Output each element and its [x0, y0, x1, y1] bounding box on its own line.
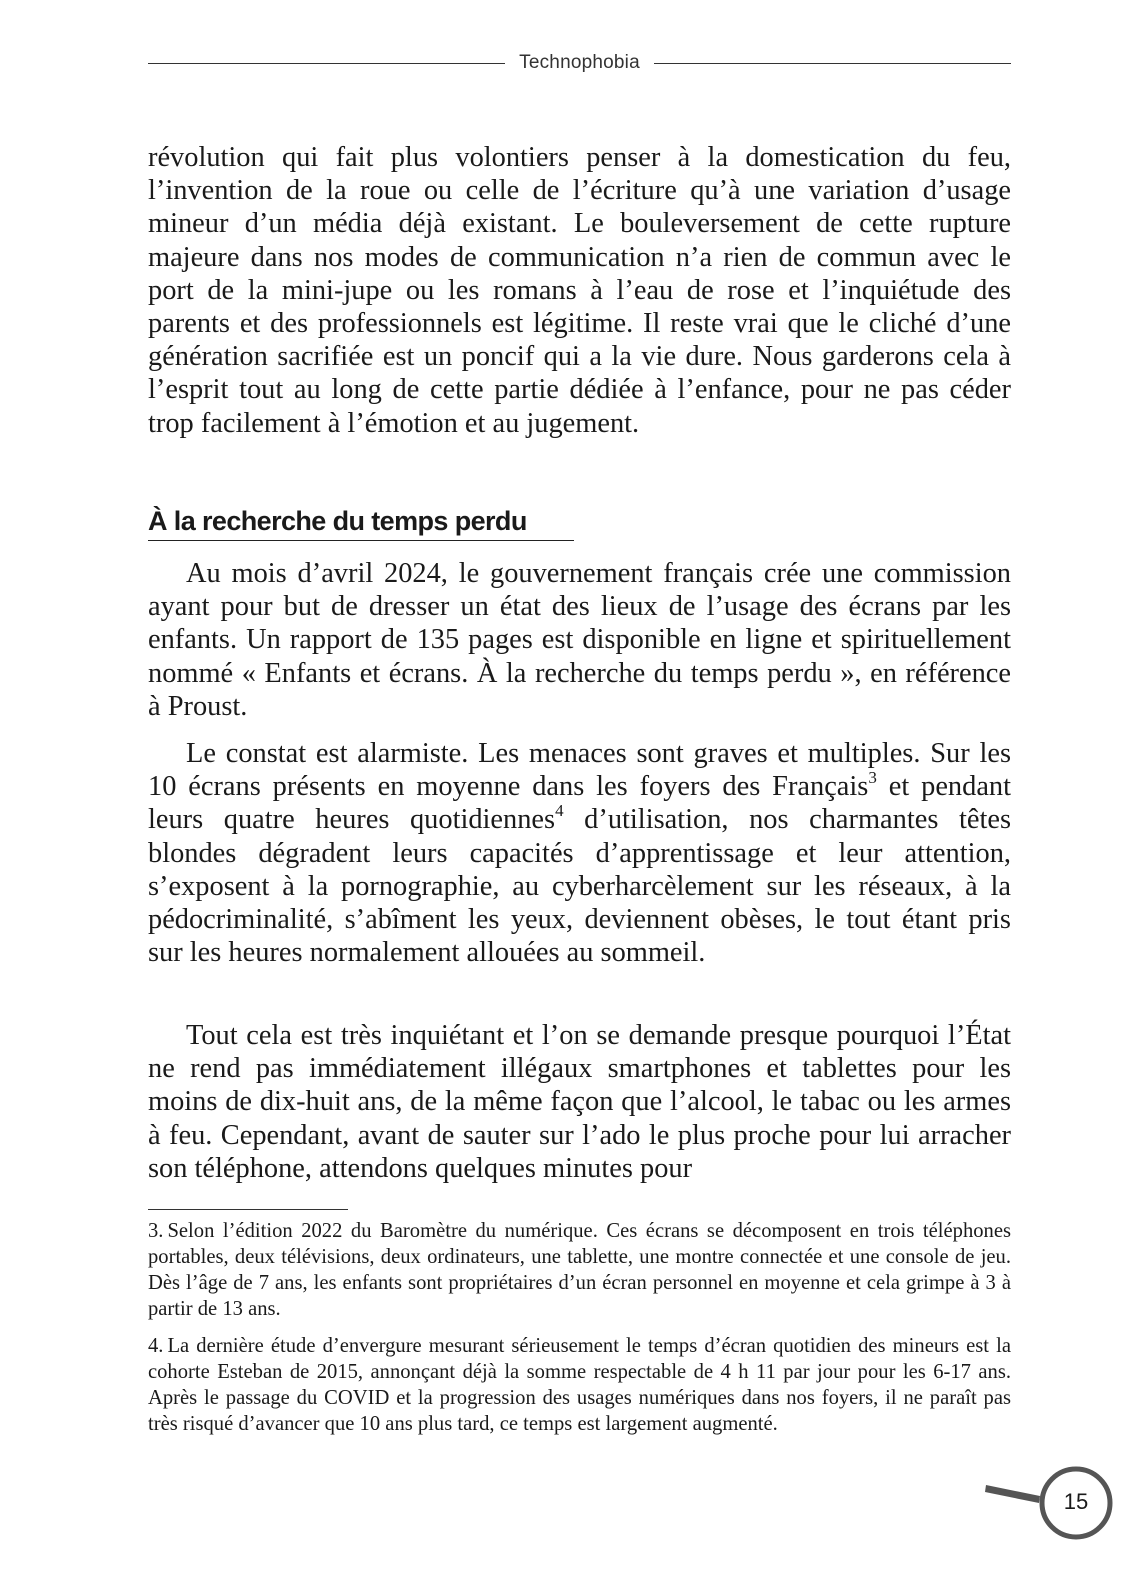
- page-number-badge: [978, 1462, 1118, 1558]
- paragraph-text-segment: Le constat est alarmiste. Les menaces sont graves et multiples. Sur les 10 écrans présents en moyenne dans les foyers des Français: [148, 738, 1011, 803]
- footnote-3: [148, 1218, 1011, 1322]
- paragraph-text-segment: et pendant leurs quatre heures quotidiennes: [148, 771, 1011, 836]
- footnote-text: Selon l’édition 2022 du Baromètre du numérique. Ces écrans se décomposent en trois téléphones portables, deux télévisions, deux ordinateurs, une tablette, une montre connectée et une console de jeu. Dès l’âge de 7 ans, les enfants sont propriétaires d’un écran personnel en moyenne et cela grimpe à 3 à partir de 13 ans.: [148, 1220, 1011, 1320]
- intro-paragraph: [148, 141, 1011, 440]
- paragraph-text-segment: d’utilisation, nos charmantes têtes blondes dégradent leurs capacités d’apprentissage et leur attention, s’exposent à la pornographie, au cyberharcèlement sur les réseaux, à la pédocriminalité, s’abîment les yeux, deviennent obèses, le tout étant pris sur les heures normalement allouées au sommeil.: [148, 804, 1011, 969]
- footnote-separator: [148, 1209, 348, 1210]
- page-number: 15: [1063, 1489, 1089, 1514]
- section-paragraph-2: [148, 737, 1011, 969]
- paragraph-text: Au mois d’avril 2024, le gouvernement français crée une commission ayant pour but de dresser un état des lieux de l’usage des écrans par les enfants. Un rapport de 135 pages est disponible en ligne et spirituellement nommé « Enfants et écrans. À la recherche du temps perdu », en référence à Proust.: [148, 558, 1011, 722]
- running-title: Technophobia: [519, 52, 640, 73]
- header-rule-right: [654, 63, 1011, 64]
- footnote-number: 3.: [148, 1220, 164, 1242]
- paragraph-text: [148, 737, 1011, 969]
- footnote-text: La dernière étude d’envergure mesurant sérieusement le temps d’écran quotidien des mineurs est la cohorte Esteban de 2015, annonçant déjà la somme respectable de 4 h 11 par jour pour les 6-17 ans. Après le passage du COVID et la progression des usages numériques dans nos foyers, il ne paraît pas très risqué d’avancer que 10 ans plus tard, ce temps est largement augmenté.: [148, 1335, 1011, 1435]
- footnote-reference-4[interactable]: 4: [555, 801, 564, 821]
- section-paragraph-1: [148, 557, 1011, 723]
- intro-paragraph-text: révolution qui fait plus volontiers penser à la domestication du feu, l’invention de la roue ou celle de l’écriture qu’à une variation d’usage mineur d’un média déjà existant. Le bouleversement de cette rupture majeure dans nos modes de communication n’a rien de commun avec le port de la mini-jupe ou les romans à l’eau de rose et l’inquiétude des parents et des professionnels est légitime. Il reste vrai que le cliché d’une génération sacrifiée est un poncif qui a la vie dure. Nous garderons cela à l’esprit tout au long de cette partie dédiée à l’enfance, pour ne pas céder trop facilement à l’émotion et au jugement.: [148, 142, 1011, 439]
- header-rule-left: [148, 63, 505, 64]
- running-header: [148, 50, 1011, 76]
- section-heading: À la recherche du temps perdu: [148, 506, 574, 541]
- footnote-4: [148, 1333, 1011, 1437]
- footnote-reference-3[interactable]: 3: [868, 768, 877, 788]
- paragraph-text: Tout cela est très inquiétant et l’on se demande presque pourquoi l’État ne rend pas immédiatement illégaux smartphones et tablettes pour les moins de dix-huit ans, de la même façon que l’alcool, le tabac ou les armes à feu. Cependant, avant de sauter sur l’ado le plus proche pour lui arracher son téléphone, attendons quelques minutes pour: [148, 1020, 1011, 1184]
- section-paragraph-3: [148, 1019, 1011, 1185]
- footnote-number: 4.: [148, 1335, 164, 1357]
